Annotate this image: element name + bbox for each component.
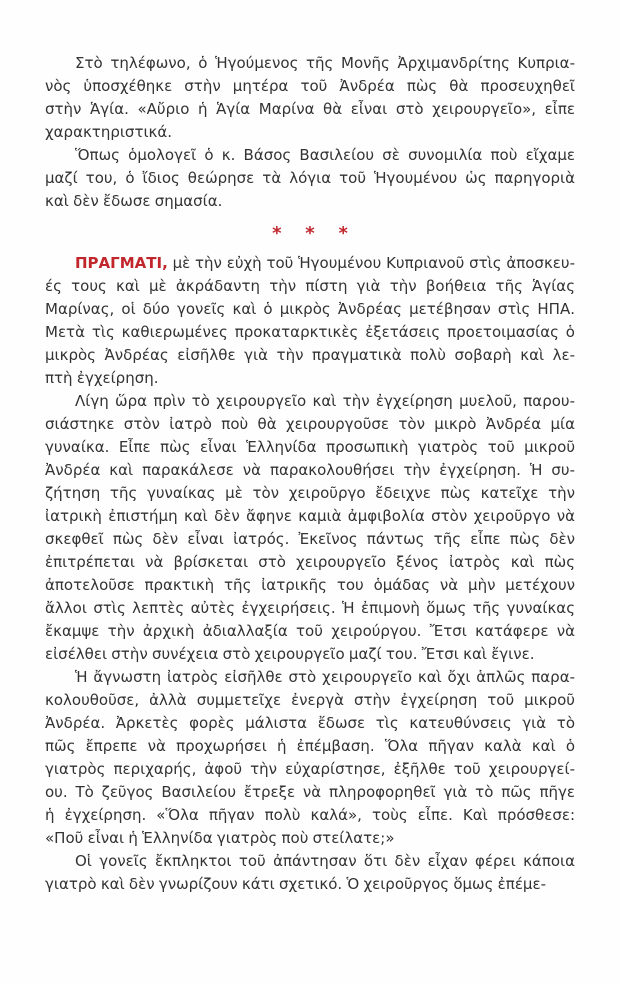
paragraph [45,850,575,896]
text-line: ἄλλοι στὶς λεπτὲς αὐτὲς ἐγχειρήσεις. Ἡ ἐπιμονὴ ὅμως τῆς γυναίκας [45,599,575,617]
paragraph [45,666,575,850]
text-line: ζήτηση τῆς γυναίκας μὲ τὸν χειροῦργο ἔδειχνε πὼς κατεῖχε τὴν [45,484,575,502]
text-line: ἰατρικὴ ἐπιστήμη καὶ δὲν ἄφηνε καμιὰ ἀμφιβολία στὸν χειροῦργο νὰ [45,507,575,525]
text-line: Ὅπως ὁμολογεῖ ὁ κ. Βάσος Βασιλείου σὲ συνομιλία ποὺ εἴχαμε [75,146,575,164]
paragraph [45,144,575,213]
paragraph [45,390,575,666]
text-line: Μετὰ τὶς καθιερωμένες προκαταρκτικὲς ἐξετάσεις προετοιμασίας ὁ [45,323,575,341]
text-line: ἡ ἐγχείρηση. «Ὅλα πῆγαν πολὺ καλά», τοὺς εἶπε. Καὶ πρόσθεσε: [45,806,575,824]
text-line: Μαρίνας, οἱ δύο γονεῖς καὶ ὁ μικρὸς Ἀνδρέας μετέβησαν στὶς ΗΠΑ. [45,300,575,318]
section-separator-asterisks: * * * [272,223,357,244]
text-line: ου. Τὸ ζεῦγος Βασιλείου ἔτρεξε νὰ πληροφορηθεῖ γιὰ τὸ πῶς πῆγε [45,783,575,801]
paragraph [45,52,575,144]
text-line: γιατρὸς περιχαρής, ἀφοῦ τὴν εὐχαρίστησε, ἐξῆλθε τοῦ χειρουργεί- [45,760,575,778]
text-line [45,252,575,275]
text-line: Λίγη ὥρα πρὶν τὸ χειρουργεῖο καὶ τὴν ἐγχείρηση μυελοῦ, παρου- [75,392,575,410]
text-line: γιατρὸ καὶ δὲν γνωρίζουν κάτι σχετικό. Ὁ χειροῦργος ὅμως ἐπέμε- [45,875,546,893]
text-line: Ἡ ἄγνωστη ἰατρὸς εἰσῆλθε στὸ χειρουργεῖο καὶ ὄχι ἁπλῶς παρα- [75,668,575,686]
text-line: εἰσέλθει στὴν συνέχεια στὸ χειρουργεῖο μαζί του. Ἔτσι καὶ ἔγινε. [45,645,535,663]
text-line: χαρακτηριστικά. [45,123,173,141]
text-line: «Ποῦ εἶναι ἡ Ἑλληνίδα γιατρὸς ποὺ στείλατε;» [45,829,395,847]
text-line: σκεφθεῖ πὼς δὲν εἶναι ἰατρός. Ἐκεῖνος πάντως τῆς εἶπε πὼς δὲν [45,530,575,548]
text-line: καὶ δὲν ἔδωσε σημασία. [45,192,223,210]
text-line: νὸς ὑποσχέθηκε στὴν μητέρα τοῦ Ἀνδρέα πὼς θὰ προσευχηθεῖ [45,77,575,95]
text-column [45,52,575,896]
text-line: σιάστηκε στὸν ἰατρὸ ποὺ θὰ χειρουργοῦσε τὸν μικρὸ Ἀνδρέα μία [45,415,575,433]
text-line: ἔκαμψε τὴν ἀρχικὴ ἀδιαλλαξία τοῦ χειρούργου. Ἔτσι κατάφερε νὰ [45,622,575,640]
text-line: γυναίκα. Εἶπε πὼς εἶναι Ἑλληνίδα προσωπικὴ γιατρὸς τοῦ μικροῦ [45,438,575,456]
text-line: πτὴ ἐγχείρηση. [45,369,159,387]
text-line: στὴν Ἁγία. «Αὔριο ἡ Ἁγία Μαρίνα θὰ εἶναι στὸ χειρουργεῖο», εἶπε [45,100,575,118]
text-line: ἐπιτρέπεται νὰ βρίσκεται στὸ χειρουργεῖο ξένος ἰατρὸς καὶ πὼς [45,553,575,571]
text-line: Στὸ τηλέφωνο, ὁ Ἡγούμενος τῆς Μονῆς Ἀρχιμανδρίτης Κυπρια- [75,54,575,72]
text-line: Ἀνδρέα. Ἀρκετὲς φορὲς μάλιστα ἔδωσε τὶς κατευθύνσεις γιὰ τὸ [45,714,575,732]
text-line: μικρὸς Ἀνδρέας εἰσῆλθε γιὰ τὴν πραγματικὰ πολὺ σοβαρὴ καὶ λε- [45,346,575,364]
text-line: Οἱ γονεῖς ἔκπληκτοι τοῦ ἀπάντησαν ὅτι δὲν εἶχαν φέρει κάποια [75,852,575,870]
line-text: μὲ τὴν εὐχὴ τοῦ Ἡγουμένου Κυπριανοῦ στὶς ἀποσκευ- [172,254,575,272]
paragraph [45,252,575,390]
lead-word: ΠΡΑΓΜΑΤΙ, [75,254,168,272]
text-line: κολουθοῦσε, ἀλλὰ συμμετεῖχε ἐνεργὰ στὴν ἐγχείρηση τοῦ μικροῦ [45,691,575,709]
text-line: ἀποτελοῦσε πρακτικὴ τῆς ἰατρικῆς του ὁμάδας νὰ μὴν μετέχουν [45,576,575,594]
text-line: πῶς ἔπρεπε νὰ προχωρήσει ἡ ἐπέμβαση. Ὅλα πῆγαν καλὰ καὶ ὁ [45,737,575,755]
text-line: Ἀνδρέα καὶ παρακάλεσε νὰ παρακολουθήσει τὴν ἐγχείρηση. Ἡ συ- [45,461,575,479]
text-line: ές τους καὶ μὲ ἀκράδαντη τὴν πίστη γιὰ τὴν βοήθεια τῆς Ἁγίας [45,277,575,295]
text-line: μαζί του, ὁ ἴδιος θεώρησε τὰ λόγια τοῦ Ἡγουμένου ὡς παρηγοριὰ [45,169,575,187]
